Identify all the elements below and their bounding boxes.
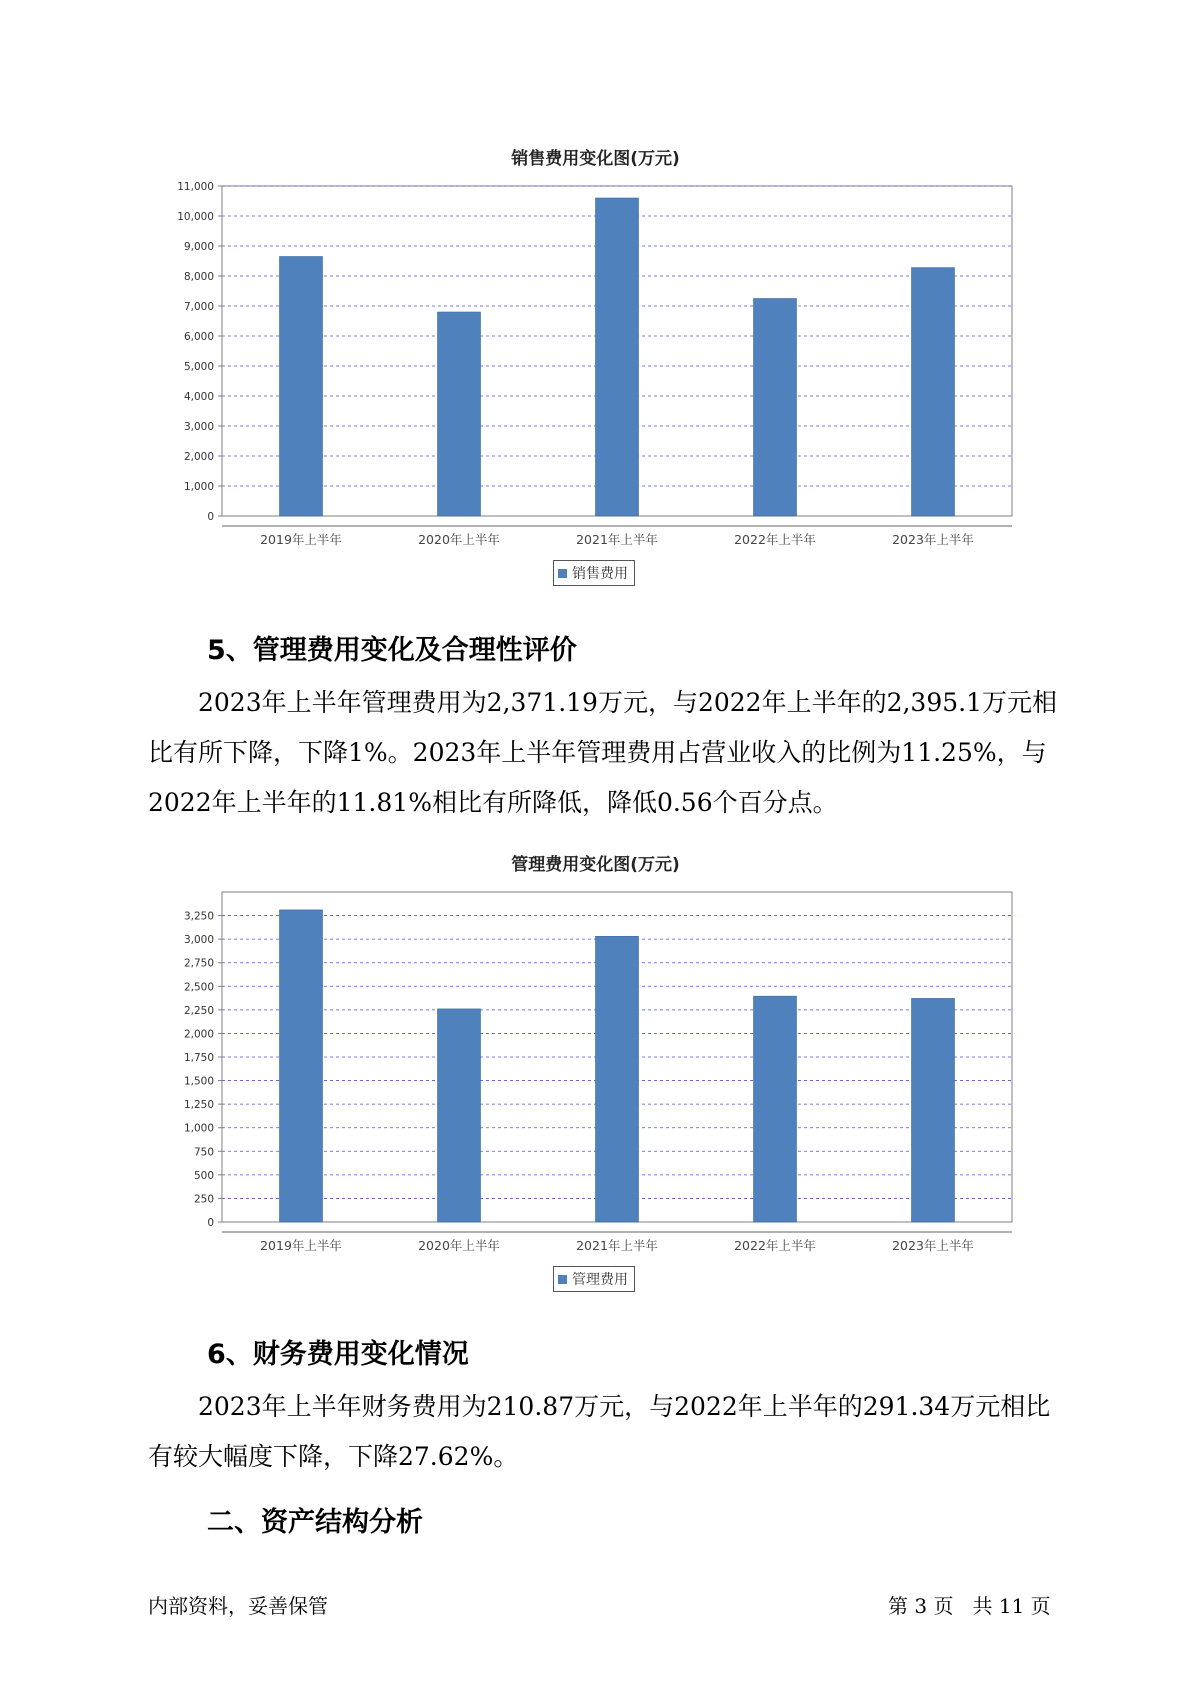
y-tick-label: 250: [193, 1193, 214, 1206]
x-tick-label: 2019年上半年: [260, 1238, 342, 1253]
x-tick-label: 2021年上半年: [576, 532, 658, 547]
section-body-6: 2023年上半年财务费用为210.87万元，与2022年上半年的291.34万元相比有较大幅度下降，下降27.62%。: [148, 1392, 1051, 1471]
legend-sales: [553, 560, 635, 586]
chart-title-admin: 管理费用变化图(万元): [511, 855, 680, 875]
y-tick-label: 3,000: [183, 421, 214, 433]
y-tick-label: 11,000: [177, 181, 214, 193]
y-tick-label: 1,500: [183, 1075, 214, 1088]
legend-swatch: [558, 1275, 567, 1284]
bar: [280, 910, 323, 1222]
y-tick-label: 9,000: [183, 241, 214, 253]
y-tick-label: 7,000: [183, 301, 214, 313]
y-tick-label: 1,000: [183, 1122, 214, 1135]
y-tick-label: 8,000: [183, 271, 214, 283]
x-tick-label: 2019年上半年: [260, 532, 342, 547]
y-tick-label: 5,000: [183, 361, 214, 373]
x-tick-label: 2020年上半年: [418, 1238, 500, 1253]
x-tick-label: 2023年上半年: [892, 1238, 974, 1253]
y-tick-label: 6,000: [183, 331, 214, 343]
y-tick-label: 2,500: [183, 981, 214, 994]
sales-expense-chart: [0, 170, 1191, 570]
bar: [912, 268, 955, 516]
y-tick-label: 0: [207, 1217, 214, 1229]
footer-page-number: 第 3 页 共 11 页: [888, 1594, 1051, 1618]
y-tick-label: 0: [207, 511, 214, 523]
bar: [438, 1009, 481, 1222]
y-tick-label: 500: [193, 1169, 214, 1182]
x-tick-label: 2021年上半年: [576, 1238, 658, 1253]
footer-confidential-note: 内部资料，妥善保管: [148, 1594, 328, 1618]
bar: [754, 299, 797, 517]
y-tick-label: 750: [193, 1146, 214, 1159]
legend-swatch: [558, 569, 567, 578]
y-tick-label: 2,750: [183, 957, 214, 970]
x-tick-label: 2022年上半年: [734, 532, 816, 547]
y-tick-label: 2,000: [183, 451, 214, 463]
bar: [912, 998, 955, 1222]
bar: [596, 936, 639, 1222]
legend-label: 销售费用: [572, 566, 628, 582]
y-tick-label: 10,000: [177, 211, 214, 223]
section-heading-6: 6、财务费用变化情况: [207, 1339, 469, 1370]
y-tick-label: 1,750: [183, 1052, 214, 1064]
y-tick-label: 2,000: [183, 1028, 214, 1041]
section-heading-asset-structure: 二、资产结构分析: [207, 1507, 423, 1538]
y-tick-label: 1,250: [183, 1099, 214, 1112]
bar: [596, 198, 639, 516]
x-tick-label: 2022年上半年: [734, 1238, 816, 1253]
bar: [754, 996, 797, 1222]
y-tick-label: 3,000: [183, 934, 214, 947]
section-body-5: 2023年上半年管理费用为2,371.19万元，与2022年上半年的2,395.1万元相比有所下降，下降1%。2023年上半年管理费用占营业收入的比例为11.25%，与2022年上半年的11.81%相比有所降低，降低0.56个百分点。: [148, 688, 1057, 817]
section-heading-5: 5、管理费用变化及合理性评价: [207, 635, 577, 666]
admin-expense-chart: [0, 876, 1191, 1276]
chart-title-sales: 销售费用变化图(万元): [511, 149, 680, 169]
bar: [438, 312, 481, 516]
x-tick-label: 2023年上半年: [892, 532, 974, 547]
y-tick-label: 1,000: [183, 481, 214, 493]
legend-admin: [553, 1266, 635, 1292]
y-tick-label: 4,000: [183, 391, 214, 403]
y-tick-label: 2,250: [183, 1004, 214, 1017]
legend-label: 管理费用: [572, 1272, 628, 1288]
bar: [280, 257, 323, 517]
y-tick-label: 3,250: [183, 910, 214, 923]
x-tick-label: 2020年上半年: [418, 532, 500, 547]
